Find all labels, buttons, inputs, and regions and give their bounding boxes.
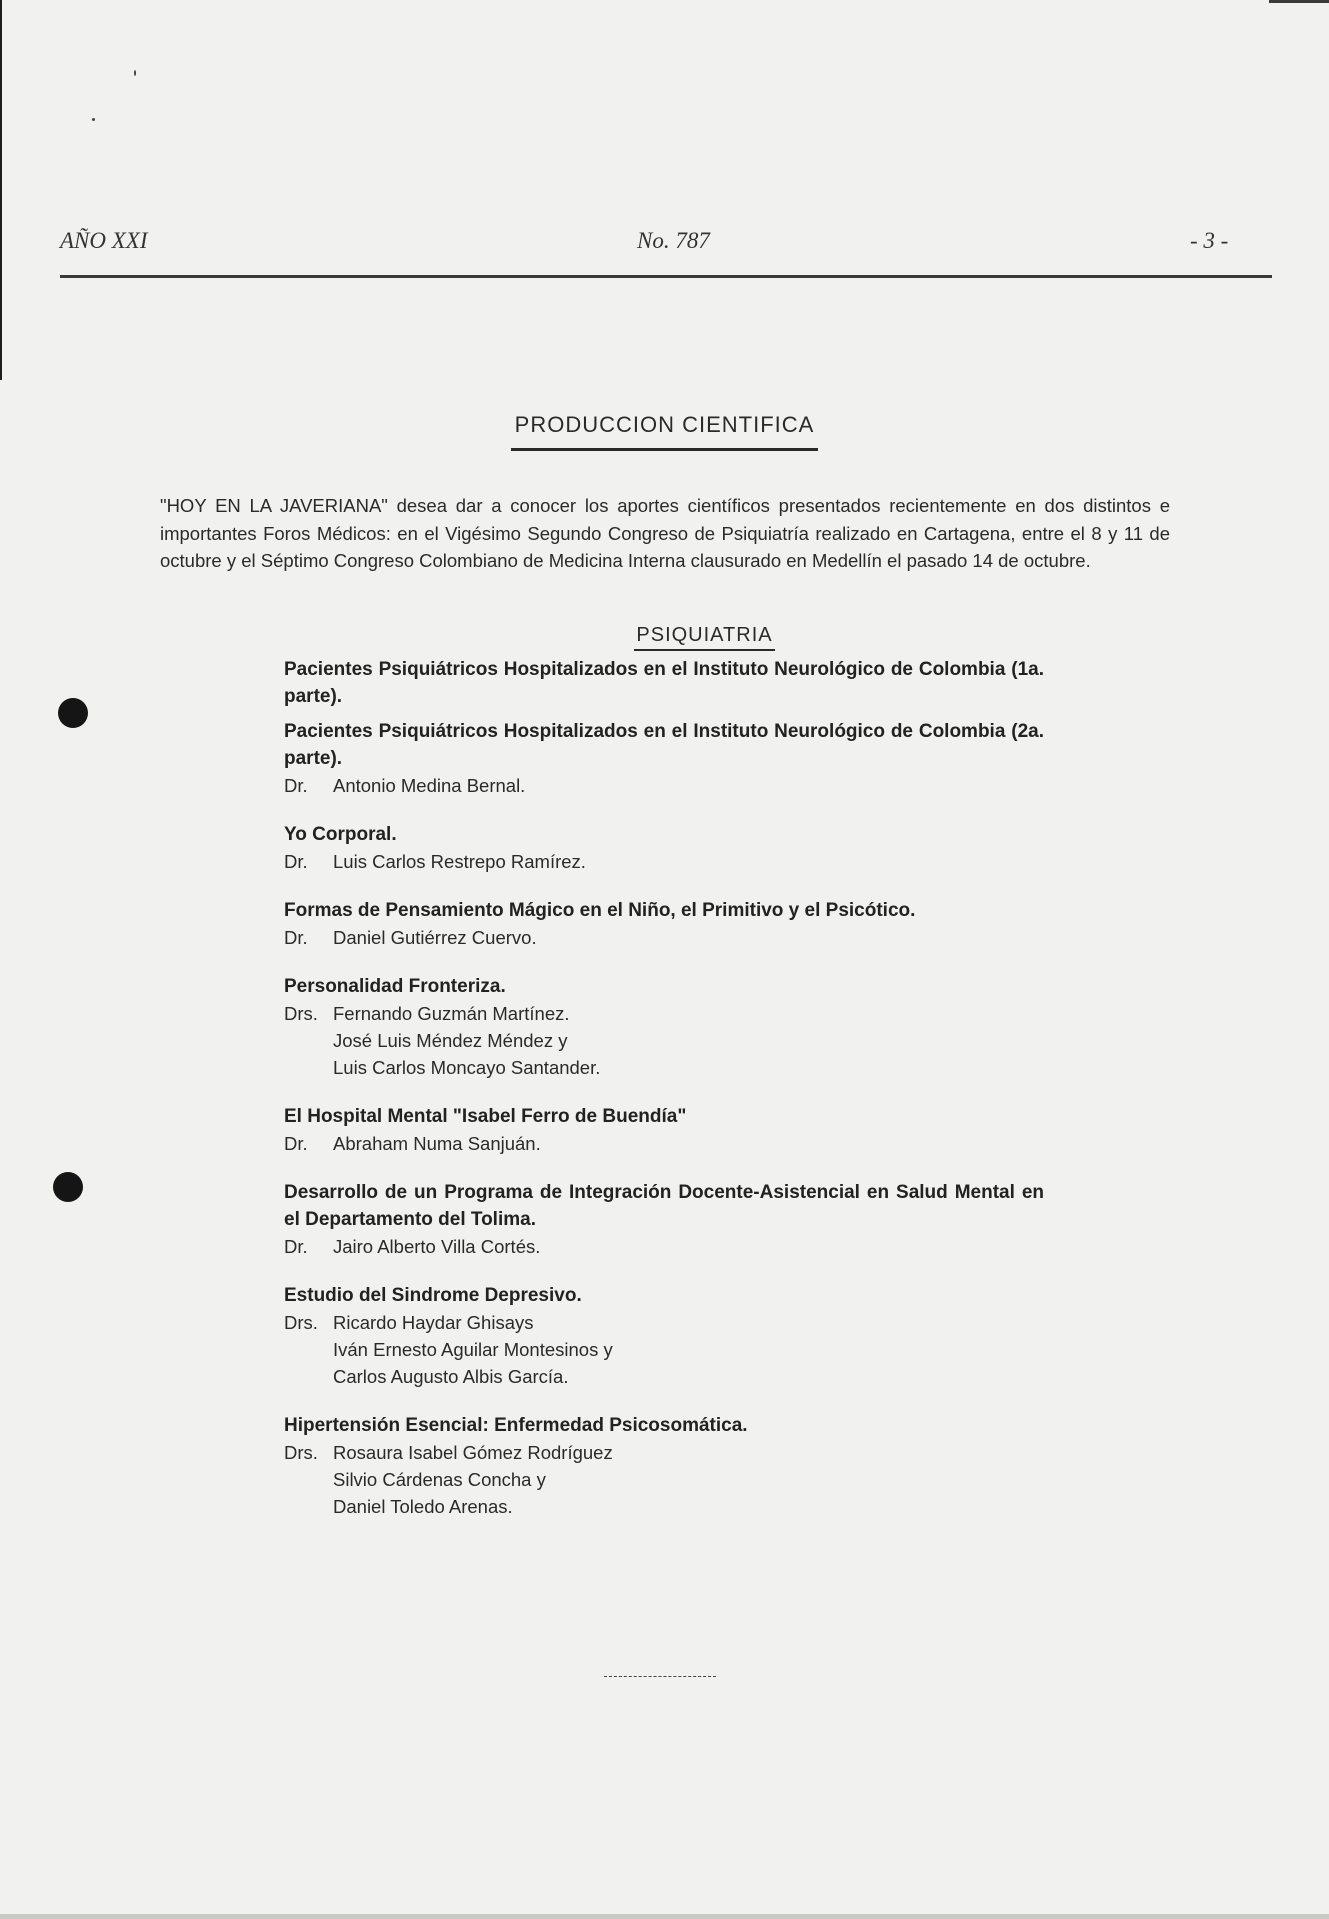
header-page-number: - 3 -	[1190, 228, 1229, 253]
entries-list	[284, 656, 1044, 1542]
entry-item	[284, 1179, 1044, 1260]
entry-item	[284, 973, 1044, 1081]
page-bottom-edge	[0, 1914, 1329, 1919]
header-rule	[60, 275, 1272, 278]
author-prefix: Drs.	[284, 1312, 318, 1333]
author-name: Carlos Augusto Albis García.	[333, 1366, 569, 1387]
section-title: PRODUCCION CIENTIFICA	[511, 412, 819, 451]
author-list	[333, 1130, 541, 1157]
author-name: Fernando Guzmán Martínez.	[333, 1003, 570, 1024]
entry-title: Hipertensión Esencial: Enfermedad Psicosomática.	[284, 1415, 748, 1436]
author-list	[333, 924, 537, 951]
entry-title: Pacientes Psiquiátricos Hospitalizados en el Instituto Neurológico de Colombia (2a. parte).	[284, 721, 1044, 769]
entry-authors	[284, 1233, 1044, 1260]
author-list	[333, 1439, 613, 1520]
entry-authors	[284, 772, 1044, 799]
author-name: Antonio Medina Bernal.	[333, 775, 526, 796]
subsection-heading-wrap	[0, 624, 1329, 651]
entry-authors	[284, 924, 1044, 951]
author-list	[333, 848, 586, 875]
entry-item	[284, 1412, 1044, 1520]
author-name: José Luis Méndez Méndez y	[333, 1030, 568, 1051]
author-prefix: Drs.	[284, 1003, 318, 1024]
entry-item	[284, 821, 1044, 875]
author-name: Ricardo Haydar Ghisays	[333, 1312, 534, 1333]
entry-title: Yo Corporal.	[284, 824, 397, 845]
entry-item	[284, 897, 1044, 951]
entry-item	[284, 656, 1044, 710]
author-prefix: Dr.	[284, 927, 308, 948]
entry-authors	[284, 848, 1044, 875]
author-prefix: Dr.	[284, 1133, 308, 1154]
entry-item	[284, 1282, 1044, 1390]
header-issue-number: No. 787	[637, 228, 710, 253]
entry-item	[284, 1103, 1044, 1157]
author-name: Daniel Gutiérrez Cuervo.	[333, 927, 537, 948]
author-name: Abraham Numa Sanjuán.	[333, 1133, 541, 1154]
author-name: Luis Carlos Restrepo Ramírez.	[333, 851, 586, 872]
author-prefix: Dr.	[284, 775, 308, 796]
entry-authors	[284, 1309, 1044, 1390]
entry-title: Desarrollo de un Programa de Integración Docente-Asistencial en Salud Mental en el Departamento del Tolima.	[284, 1182, 1044, 1230]
entry-authors	[284, 1000, 1044, 1081]
page-edge-mark	[1269, 0, 1329, 3]
header-year: AÑO XXI	[60, 228, 148, 253]
author-prefix: Drs.	[284, 1442, 318, 1463]
author-list	[333, 1309, 613, 1390]
entry-authors	[284, 1439, 1044, 1520]
author-name: Jairo Alberto Villa Cortés.	[333, 1236, 541, 1257]
author-name: Luis Carlos Moncayo Santander.	[333, 1057, 601, 1078]
end-rule	[604, 1676, 716, 1677]
author-name: Daniel Toledo Arenas.	[333, 1496, 513, 1517]
entry-authors	[284, 1130, 1044, 1157]
entry-title: Pacientes Psiquiátricos Hospitalizados en el Instituto Neurológico de Colombia (1a. parte).	[284, 659, 1044, 707]
author-prefix: Dr.	[284, 1236, 308, 1257]
author-list	[333, 1000, 600, 1081]
entry-title: Estudio del Sindrome Depresivo.	[284, 1285, 582, 1306]
binder-hole	[53, 1172, 83, 1202]
author-name: Iván Ernesto Aguilar Montesinos y	[333, 1339, 613, 1360]
paper-speck	[92, 118, 95, 121]
author-list	[333, 772, 525, 799]
section-title-wrap	[0, 412, 1329, 451]
entry-title: Personalidad Fronteriza.	[284, 976, 506, 997]
binder-hole	[58, 698, 88, 728]
page-edge-shadow	[0, 0, 2, 380]
author-prefix: Dr.	[284, 851, 308, 872]
author-name: Rosaura Isabel Gómez Rodríguez	[333, 1442, 613, 1463]
paper-speck	[134, 70, 136, 76]
author-name: Silvio Cárdenas Concha y	[333, 1469, 546, 1490]
entry-title: Formas de Pensamiento Mágico en el Niño, el Primitivo y el Psicótico.	[284, 900, 916, 921]
entry-title: El Hospital Mental "Isabel Ferro de Buendía"	[284, 1106, 687, 1127]
subsection-heading: PSIQUIATRIA	[634, 624, 774, 651]
intro-paragraph: "HOY EN LA JAVERIANA" desea dar a conocer los aportes científicos presentados recientemente en dos distintos e importantes Foros Médicos: en el Vigésimo Segundo Congreso de Psiquiatría realizado en Cartagena, entre el 8 y 11 de octubre y el Séptimo Congreso Colombiano de Medicina Interna clausurado en Medellín el pasado 14 de octubre.	[160, 495, 1170, 571]
entry-item	[284, 718, 1044, 799]
author-list	[333, 1233, 540, 1260]
